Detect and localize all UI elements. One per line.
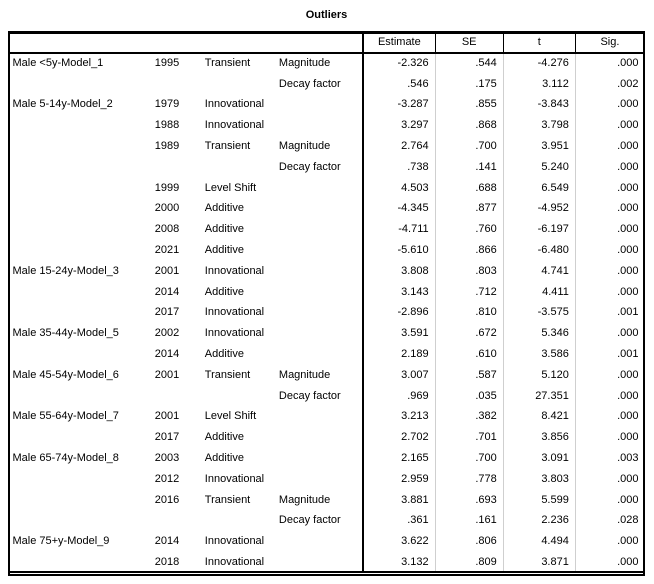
sig-cell: .000 [575,552,644,573]
model-cell: Male 55-64y-Model_7 [12,410,119,423]
parameter-cell: Decay factor [278,514,341,527]
year-cell: 2001 [154,410,180,423]
t-cell: 5.346 [503,323,575,344]
table-row [9,489,645,510]
estimate-cell: -2.326 [363,53,435,74]
outlier-type-cell: Additive [204,223,244,236]
se-cell: .672 [435,323,503,344]
estimate-cell: 2.189 [363,344,435,365]
t-cell: 5.599 [503,489,575,510]
model-cell [9,385,151,406]
parameter-cell [275,219,363,240]
t-cell: 4.411 [503,281,575,302]
model-cell [9,302,151,323]
table-row [9,344,645,365]
estimate-cell: -4.345 [363,198,435,219]
estimate-cell: 4.503 [363,177,435,198]
se-cell: .760 [435,219,503,240]
se-cell: .587 [435,364,503,385]
parameter-cell [275,260,363,281]
t-cell: 5.240 [503,156,575,177]
table-row [9,281,645,302]
year-cell: 2016 [154,493,180,506]
estimate-cell: 3.881 [363,489,435,510]
table-row [9,240,645,261]
outlier-type-cell: Additive [204,285,244,298]
parameter-cell: Magnitude [278,57,331,70]
outlier-type-cell: Innovational [204,327,265,340]
header-sig: Sig. [575,33,644,53]
model-cell [9,136,151,157]
t-cell: 3.586 [503,344,575,365]
se-cell: .810 [435,302,503,323]
year-cell: 2002 [154,327,180,340]
se-cell: .866 [435,240,503,261]
parameter-cell [275,302,363,323]
model-cell [9,510,151,531]
se-cell: .693 [435,489,503,510]
estimate-cell: 3.007 [363,364,435,385]
outlier-type-cell: Innovational [204,472,265,485]
t-cell: 4.741 [503,260,575,281]
parameter-cell [275,468,363,489]
model-cell [9,115,151,136]
estimate-cell: 2.702 [363,427,435,448]
outlier-type-cell: Transient [204,493,251,506]
estimate-cell: .969 [363,385,435,406]
outlier-type-cell: Transient [204,368,251,381]
se-cell: .701 [435,427,503,448]
t-cell: 3.798 [503,115,575,136]
parameter-cell [275,427,363,448]
parameter-cell: Decay factor [278,160,341,173]
year-cell [151,156,201,177]
model-cell [9,156,151,177]
model-cell: Male 5-14y-Model_2 [12,98,113,111]
estimate-cell: 2.959 [363,468,435,489]
sig-cell: .000 [575,136,644,157]
t-cell: 2.236 [503,510,575,531]
year-cell: 2012 [154,472,180,485]
table-row [9,94,645,115]
model-cell [9,344,151,365]
year-cell: 2008 [154,223,180,236]
t-cell: -4.276 [503,53,575,74]
se-cell: .712 [435,281,503,302]
outlier-type-cell: Innovational [204,98,265,111]
model-cell [9,552,151,573]
estimate-cell: 3.297 [363,115,435,136]
se-cell: .382 [435,406,503,427]
table-row [9,136,645,157]
outlier-type-cell: Additive [204,452,244,465]
se-cell: .855 [435,94,503,115]
se-cell: .700 [435,136,503,157]
parameter-cell: Magnitude [278,493,331,506]
outlier-type-cell: Additive [204,348,244,361]
sig-cell: .000 [575,489,644,510]
se-cell: .688 [435,177,503,198]
t-cell: 3.856 [503,427,575,448]
header-row [9,33,645,53]
sig-cell: .003 [575,448,644,469]
sig-cell: .000 [575,468,644,489]
se-cell: .175 [435,73,503,94]
se-cell: .806 [435,531,503,552]
year-cell: 2001 [154,264,180,277]
t-cell: 3.112 [503,73,575,94]
parameter-cell [275,531,363,552]
table-row [9,552,645,573]
sig-cell: .000 [575,427,644,448]
year-cell: 2003 [154,452,180,465]
sig-cell: .000 [575,281,644,302]
table-row [9,385,645,406]
outlier-type-cell: Additive [204,202,244,215]
table-row [9,510,645,531]
estimate-cell: .361 [363,510,435,531]
outlier-type-cell: Transient [204,57,251,70]
se-cell: .803 [435,260,503,281]
model-cell [9,489,151,510]
se-cell: .877 [435,198,503,219]
t-cell: 4.494 [503,531,575,552]
parameter-cell [275,344,363,365]
header-blank [9,33,364,53]
model-cell [9,468,151,489]
estimate-cell: 3.213 [363,406,435,427]
sig-cell: .001 [575,302,644,323]
parameter-cell [275,323,363,344]
parameter-cell: Decay factor [278,77,341,90]
parameter-cell [275,198,363,219]
model-cell [9,177,151,198]
outlier-type-cell: Additive [204,244,244,257]
outlier-type-cell [201,510,275,531]
se-cell: .700 [435,448,503,469]
se-cell: .161 [435,510,503,531]
t-cell: 3.803 [503,468,575,489]
estimate-cell: .738 [363,156,435,177]
t-cell: 3.091 [503,448,575,469]
sig-cell: .000 [575,406,644,427]
t-cell: 3.951 [503,136,575,157]
outlier-type-cell: Innovational [204,535,265,548]
year-cell: 2000 [154,202,180,215]
model-cell: Male <5y-Model_1 [12,57,104,70]
table-body [9,53,645,573]
table-row [9,427,645,448]
year-cell: 2021 [154,244,180,257]
model-cell: Male 65-74y-Model_8 [12,452,119,465]
estimate-cell: 3.143 [363,281,435,302]
parameter-cell [275,552,363,573]
sig-cell: .000 [575,531,644,552]
parameter-cell: Decay factor [278,389,341,402]
estimate-cell: 3.808 [363,260,435,281]
outlier-type-cell [201,156,275,177]
t-cell: 5.120 [503,364,575,385]
estimate-cell: -2.896 [363,302,435,323]
outlier-type-cell: Additive [204,431,244,444]
table-row [9,73,645,94]
sig-cell: .001 [575,344,644,365]
model-cell [9,281,151,302]
t-cell: 8.421 [503,406,575,427]
sig-cell: .000 [575,240,644,261]
t-cell: -6.197 [503,219,575,240]
model-cell [9,427,151,448]
sig-cell: .000 [575,94,644,115]
sig-cell: .000 [575,198,644,219]
sig-cell: .002 [575,73,644,94]
estimate-cell: 2.165 [363,448,435,469]
model-cell: Male 35-44y-Model_5 [12,327,119,340]
sig-cell: .000 [575,364,644,385]
outlier-type-cell [201,73,275,94]
year-cell: 1995 [154,57,180,70]
table-row [9,448,645,469]
header-estimate: Estimate [363,33,435,53]
model-cell: Male 45-54y-Model_6 [12,368,119,381]
parameter-cell [275,115,363,136]
se-cell: .610 [435,344,503,365]
outlier-type-cell: Innovational [204,264,265,277]
table-row [9,156,645,177]
model-cell [9,198,151,219]
table-row [9,323,645,344]
year-cell: 2017 [154,431,180,444]
model-cell: Male 75+y-Model_9 [12,535,110,548]
table-row [9,198,645,219]
t-cell: -3.843 [503,94,575,115]
outlier-type-cell [201,385,275,406]
year-cell: 2014 [154,348,180,361]
year-cell: 2014 [154,535,180,548]
sig-cell: .000 [575,219,644,240]
year-cell: 1999 [154,181,180,194]
sig-cell: .028 [575,510,644,531]
table-row [9,468,645,489]
year-cell: 1988 [154,119,180,132]
sig-cell: .000 [575,156,644,177]
table-row [9,219,645,240]
table-row [9,53,645,74]
year-cell [151,73,201,94]
header-t: t [503,33,575,53]
t-cell: -4.952 [503,198,575,219]
parameter-cell [275,406,363,427]
table-row [9,406,645,427]
parameter-cell [275,448,363,469]
year-cell: 2001 [154,368,180,381]
sig-cell: .000 [575,323,644,344]
se-cell: .809 [435,552,503,573]
parameter-cell [275,177,363,198]
estimate-cell: 3.132 [363,552,435,573]
estimate-cell: 3.591 [363,323,435,344]
sig-cell: .000 [575,115,644,136]
parameter-cell: Magnitude [278,368,331,381]
table-row [9,260,645,281]
sig-cell: .000 [575,260,644,281]
parameter-cell: Magnitude [278,140,331,153]
outlier-type-cell: Level Shift [204,410,257,423]
year-cell: 2018 [151,552,201,573]
t-cell: -3.575 [503,302,575,323]
outlier-type-cell: Innovational [201,552,275,573]
outlier-type-cell: Innovational [204,119,265,132]
model-cell [9,219,151,240]
sig-cell: .000 [575,385,644,406]
year-cell: 2014 [154,285,180,298]
estimate-cell: -3.287 [363,94,435,115]
estimate-cell: 3.622 [363,531,435,552]
se-cell: .141 [435,156,503,177]
se-cell: .868 [435,115,503,136]
header-se: SE [435,33,503,53]
estimate-cell: -5.610 [363,240,435,261]
model-cell [9,73,151,94]
sig-cell: .000 [575,177,644,198]
outliers-table [8,32,645,573]
table-row [9,364,645,385]
parameter-cell [275,240,363,261]
t-cell: 6.549 [503,177,575,198]
outlier-type-cell: Innovational [204,306,265,319]
year-cell: 1979 [154,98,180,111]
estimate-cell: .546 [363,73,435,94]
parameter-cell [275,94,363,115]
year-cell: 1989 [154,140,180,153]
sig-cell: .000 [575,53,644,74]
table-row [9,531,645,552]
parameter-cell [275,281,363,302]
table-row [9,302,645,323]
t-cell: 3.871 [503,552,575,573]
model-cell [9,240,151,261]
estimate-cell: 2.764 [363,136,435,157]
outlier-type-cell: Level Shift [204,181,257,194]
se-cell: .778 [435,468,503,489]
year-cell [151,510,201,531]
t-cell: -6.480 [503,240,575,261]
model-cell: Male 15-24y-Model_3 [12,264,119,277]
t-cell: 27.351 [503,385,575,406]
table-row [9,177,645,198]
table-title: Outliers [305,9,348,21]
estimate-cell: -4.711 [363,219,435,240]
se-cell: .035 [435,385,503,406]
se-cell: .544 [435,53,503,74]
table-row [9,115,645,136]
year-cell [151,385,201,406]
year-cell: 2017 [154,306,180,319]
outlier-type-cell: Transient [204,140,251,153]
